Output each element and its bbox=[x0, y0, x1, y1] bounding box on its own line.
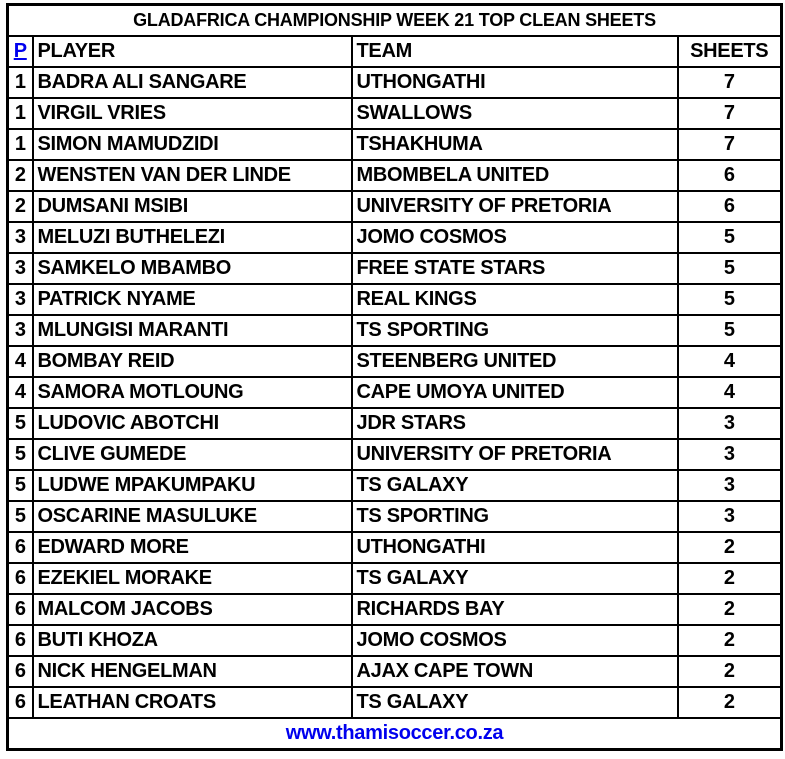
cell-sheets: 5 bbox=[678, 222, 782, 253]
cell-team: TS GALAXY bbox=[352, 470, 678, 501]
cell-team: JOMO COSMOS bbox=[352, 222, 678, 253]
cell-team: UTHONGATHI bbox=[352, 67, 678, 98]
table-row bbox=[8, 563, 782, 594]
table-row bbox=[8, 129, 782, 160]
cell-position: 6 bbox=[8, 563, 33, 594]
cell-player: VIRGIL VRIES bbox=[33, 98, 352, 129]
clean-sheets-table bbox=[6, 3, 783, 751]
table-row bbox=[8, 501, 782, 532]
cell-player: DUMSANI MSIBI bbox=[33, 191, 352, 222]
cell-player: SAMORA MOTLOUNG bbox=[33, 377, 352, 408]
cell-sheets: 3 bbox=[678, 501, 782, 532]
table-row bbox=[8, 377, 782, 408]
cell-player: EDWARD MORE bbox=[33, 532, 352, 563]
cell-sheets: 2 bbox=[678, 594, 782, 625]
table-row bbox=[8, 594, 782, 625]
cell-sheets: 7 bbox=[678, 67, 782, 98]
cell-player: MALCOM JACOBS bbox=[33, 594, 352, 625]
table-row bbox=[8, 656, 782, 687]
cell-sheets: 6 bbox=[678, 160, 782, 191]
cell-team: SWALLOWS bbox=[352, 98, 678, 129]
cell-position: 6 bbox=[8, 687, 33, 718]
cell-position: 2 bbox=[8, 160, 33, 191]
cell-sheets: 2 bbox=[678, 625, 782, 656]
table-row bbox=[8, 687, 782, 718]
cell-player: SIMON MAMUDZIDI bbox=[33, 129, 352, 160]
cell-sheets: 4 bbox=[678, 346, 782, 377]
cell-sheets: 2 bbox=[678, 563, 782, 594]
cell-position: 3 bbox=[8, 222, 33, 253]
cell-sheets: 3 bbox=[678, 408, 782, 439]
cell-team: TS GALAXY bbox=[352, 563, 678, 594]
table-row bbox=[8, 222, 782, 253]
cell-player: OSCARINE MASULUKE bbox=[33, 501, 352, 532]
table-body bbox=[8, 67, 782, 718]
cell-position: 5 bbox=[8, 408, 33, 439]
column-header-team: TEAM bbox=[352, 36, 678, 67]
table-row bbox=[8, 98, 782, 129]
cell-team: REAL KINGS bbox=[352, 284, 678, 315]
cell-position: 5 bbox=[8, 470, 33, 501]
cell-sheets: 3 bbox=[678, 470, 782, 501]
table-row bbox=[8, 67, 782, 98]
cell-team: TSHAKHUMA bbox=[352, 129, 678, 160]
table-row bbox=[8, 160, 782, 191]
cell-position: 3 bbox=[8, 253, 33, 284]
cell-position: 3 bbox=[8, 315, 33, 346]
table-row bbox=[8, 408, 782, 439]
cell-player: MELUZI BUTHELEZI bbox=[33, 222, 352, 253]
cell-player: BOMBAY REID bbox=[33, 346, 352, 377]
cell-player: BADRA ALI SANGARE bbox=[33, 67, 352, 98]
table-row bbox=[8, 439, 782, 470]
cell-team: UNIVERSITY OF PRETORIA bbox=[352, 439, 678, 470]
cell-team: TS SPORTING bbox=[352, 501, 678, 532]
cell-team: JOMO COSMOS bbox=[352, 625, 678, 656]
table-row bbox=[8, 191, 782, 222]
cell-team: STEENBERG UNITED bbox=[352, 346, 678, 377]
cell-position: 3 bbox=[8, 284, 33, 315]
table-row bbox=[8, 470, 782, 501]
table-row bbox=[8, 315, 782, 346]
cell-player: SAMKELO MBAMBO bbox=[33, 253, 352, 284]
cell-team: UTHONGATHI bbox=[352, 532, 678, 563]
cell-position: 4 bbox=[8, 346, 33, 377]
cell-sheets: 7 bbox=[678, 98, 782, 129]
cell-player: MLUNGISI MARANTI bbox=[33, 315, 352, 346]
website-link[interactable]: www.thamisoccer.co.za bbox=[8, 718, 782, 750]
cell-position: 2 bbox=[8, 191, 33, 222]
cell-player: WENSTEN VAN DER LINDE bbox=[33, 160, 352, 191]
cell-player: LUDWE MPAKUMPAKU bbox=[33, 470, 352, 501]
cell-team: CAPE UMOYA UNITED bbox=[352, 377, 678, 408]
header-row bbox=[8, 36, 782, 67]
cell-player: LUDOVIC ABOTCHI bbox=[33, 408, 352, 439]
page-title: GLADAFRICA CHAMPIONSHIP WEEK 21 TOP CLEAN SHEETS bbox=[8, 5, 782, 37]
cell-sheets: 4 bbox=[678, 377, 782, 408]
footer-row bbox=[8, 718, 782, 750]
cell-player: PATRICK NYAME bbox=[33, 284, 352, 315]
cell-sheets: 2 bbox=[678, 532, 782, 563]
column-header-sheets: SHEETS bbox=[678, 36, 782, 67]
cell-sheets: 6 bbox=[678, 191, 782, 222]
cell-team: AJAX CAPE TOWN bbox=[352, 656, 678, 687]
cell-player: EZEKIEL MORAKE bbox=[33, 563, 352, 594]
cell-player: BUTI KHOZA bbox=[33, 625, 352, 656]
table-row bbox=[8, 253, 782, 284]
cell-sheets: 5 bbox=[678, 315, 782, 346]
cell-sheets: 5 bbox=[678, 284, 782, 315]
cell-position: 6 bbox=[8, 532, 33, 563]
cell-team: TS SPORTING bbox=[352, 315, 678, 346]
table-row bbox=[8, 532, 782, 563]
cell-sheets: 3 bbox=[678, 439, 782, 470]
cell-position: 1 bbox=[8, 98, 33, 129]
cell-team: UNIVERSITY OF PRETORIA bbox=[352, 191, 678, 222]
title-row bbox=[8, 5, 782, 37]
table-row bbox=[8, 284, 782, 315]
cell-position: 6 bbox=[8, 656, 33, 687]
table-row bbox=[8, 625, 782, 656]
cell-sheets: 2 bbox=[678, 656, 782, 687]
cell-sheets: 5 bbox=[678, 253, 782, 284]
cell-team: RICHARDS BAY bbox=[352, 594, 678, 625]
cell-position: 6 bbox=[8, 594, 33, 625]
cell-player: LEATHAN CROATS bbox=[33, 687, 352, 718]
cell-position: 4 bbox=[8, 377, 33, 408]
cell-position: 6 bbox=[8, 625, 33, 656]
cell-sheets: 2 bbox=[678, 687, 782, 718]
table-row bbox=[8, 346, 782, 377]
column-header-position-link[interactable]: P bbox=[8, 36, 33, 67]
cell-position: 5 bbox=[8, 439, 33, 470]
cell-position: 1 bbox=[8, 67, 33, 98]
cell-player: NICK HENGELMAN bbox=[33, 656, 352, 687]
cell-sheets: 7 bbox=[678, 129, 782, 160]
cell-team: TS GALAXY bbox=[352, 687, 678, 718]
cell-position: 1 bbox=[8, 129, 33, 160]
cell-player: CLIVE GUMEDE bbox=[33, 439, 352, 470]
cell-position: 5 bbox=[8, 501, 33, 532]
column-header-player: PLAYER bbox=[33, 36, 352, 67]
cell-team: FREE STATE STARS bbox=[352, 253, 678, 284]
cell-team: JDR STARS bbox=[352, 408, 678, 439]
cell-team: MBOMBELA UNITED bbox=[352, 160, 678, 191]
